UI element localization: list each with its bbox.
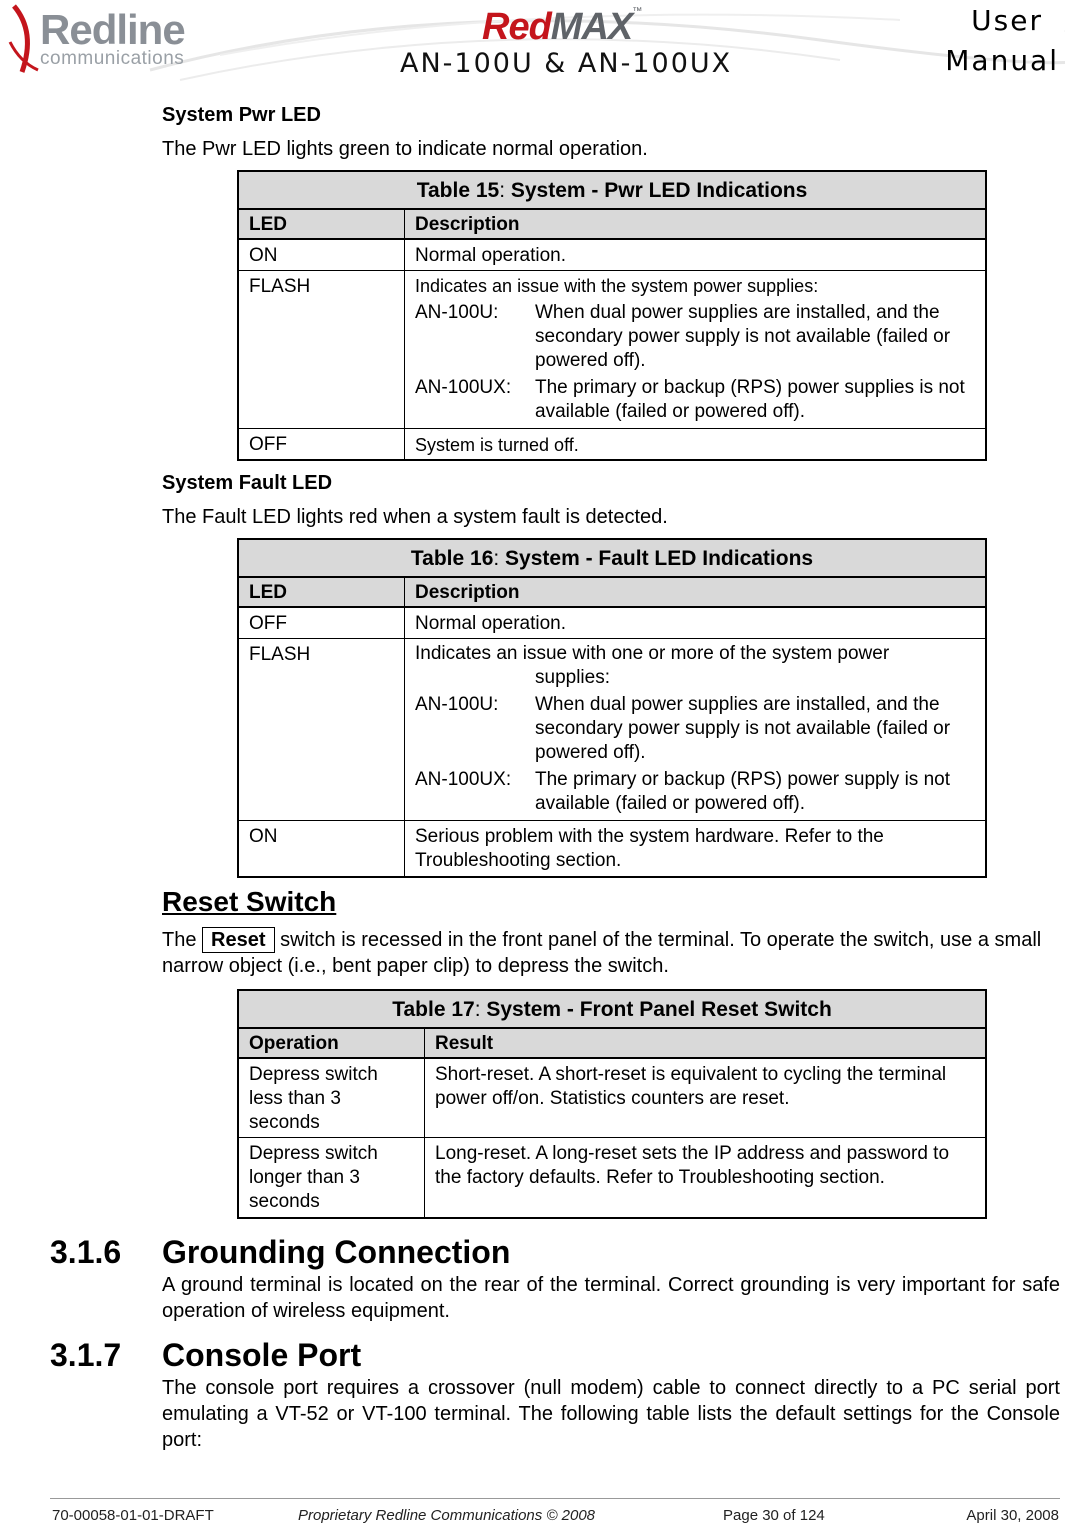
col-header-led: LED xyxy=(239,578,405,606)
console-section-number: 3.1.7 xyxy=(50,1337,122,1373)
table-row: Depress switch less than 3 seconds Short-reset. A short-reset is equivalent to cycling the terminal power off/on. Statistics counters are reset. xyxy=(239,1059,985,1138)
table-title: Table 16: System - Fault LED Indications xyxy=(239,540,985,578)
fault-led-heading: System Fault LED xyxy=(162,472,333,494)
col-header-result: Result xyxy=(435,1033,494,1054)
grounding-paragraph: A ground terminal is located on the rear of the terminal. Correct grounding is very important for safe operation of wireless equipment. xyxy=(162,1274,1060,1322)
reset-switch-table xyxy=(237,989,987,1219)
redmax-logo xyxy=(482,6,642,49)
sub-item: AN-100U: When dual power supplies are installed, and the secondary power supply is not available (failed or powered off). xyxy=(415,302,951,371)
table-title: Table 15: System - Pwr LED Indications xyxy=(239,172,985,210)
table-row: Depress switch longer than 3 seconds Long-reset. A long-reset sets the IP address and password to the factory defaults. Refer to Troubleshooting section. xyxy=(239,1138,985,1217)
table-row: FLASH Indicates an issue with one or more of the system power supplies: AN-100U: When dual power supplies are installed, and the secondary power supply is not available (failed or powered off). AN-100UX: The primary or backup (RPS) power supply is not available (failed or powered off). xyxy=(239,639,985,821)
footer-divider xyxy=(50,1498,1060,1499)
redmax-logo-max: MAX xyxy=(550,6,633,48)
col-header-led: LED xyxy=(239,210,405,238)
model-name: AN-100U & AN-100UX xyxy=(400,48,733,79)
footer-doc-id: 70-00058-01-01-DRAFT xyxy=(52,1507,214,1524)
grounding-section-title: Grounding Connection xyxy=(162,1234,511,1270)
table-row: ON Serious problem with the system hardware. Refer to the Troubleshooting section. xyxy=(239,821,985,876)
col-header-description: Description xyxy=(415,582,520,603)
table-row: OFF Normal operation. xyxy=(239,608,985,639)
reset-switch-heading: Reset Switch xyxy=(162,886,337,917)
table-header-row xyxy=(239,578,985,608)
doc-type-line-1: User xyxy=(971,4,1043,37)
redmax-logo-red: Red xyxy=(482,6,551,48)
col-header-description: Description xyxy=(415,214,520,235)
console-paragraph: The console port requires a crossover (null modem) cable to connect directly to a PC serial port emulating a VT-52 or VT-100 terminal. The following table lists the default settings for the Console port: xyxy=(162,1377,1060,1451)
pwr-led-table xyxy=(237,170,987,461)
sub-item: AN-100U: When dual power supplies are installed, and the secondary power supply is not available (failed or powered off). xyxy=(415,694,951,763)
table-header-row xyxy=(239,210,985,240)
reset-switch-paragraph: The Reset switch is recessed in the front panel of the terminal. To operate the switch, use a small narrow object (i.e., bent paper clip) to depress the switch. xyxy=(162,929,1042,977)
redline-logo-sub: communications xyxy=(40,48,185,69)
sub-item: AN-100UX: The primary or backup (RPS) power supply is not available (failed or powered off). xyxy=(415,769,950,814)
table-title: Table 17: System - Front Panel Reset Switch xyxy=(239,991,985,1029)
sub-item: AN-100UX: The primary or backup (RPS) power supplies is not available (failed or powered off). xyxy=(415,377,965,422)
pwr-led-intro: The Pwr LED lights green to indicate normal operation. xyxy=(162,138,648,160)
footer-proprietary: Proprietary Redline Communications © 2008 xyxy=(298,1507,596,1524)
col-header-operation: Operation xyxy=(239,1029,425,1057)
redline-logo-mark-icon xyxy=(8,2,42,82)
reset-key-label: Reset xyxy=(202,927,274,953)
footer-date: April 30, 2008 xyxy=(966,1507,1059,1524)
table-header-row xyxy=(239,1029,985,1059)
trademark-icon: ™ xyxy=(632,6,643,17)
console-section-title: Console Port xyxy=(162,1337,362,1373)
fault-led-intro: The Fault LED lights red when a system fault is detected. xyxy=(162,506,668,528)
table-row: ON Normal operation. xyxy=(239,240,985,271)
doc-type-line-2: Manual xyxy=(945,44,1059,77)
pwr-led-heading: System Pwr LED xyxy=(162,104,321,126)
grounding-section-number: 3.1.6 xyxy=(50,1234,122,1270)
fault-led-table xyxy=(237,538,987,878)
table-row: OFF System is turned off. xyxy=(239,429,985,459)
redline-logo xyxy=(8,2,208,82)
table-row: FLASH Indicates an issue with the system power supplies: AN-100U: When dual power supplies are installed, and the secondary power supply is not available (failed or powered off). AN-100UX: The primary or backup (RPS) power supplies is not available (failed or powered off). xyxy=(239,271,985,429)
footer-page-number: Page 30 of 124 xyxy=(723,1507,825,1524)
redline-logo-word: Redline xyxy=(40,6,185,53)
